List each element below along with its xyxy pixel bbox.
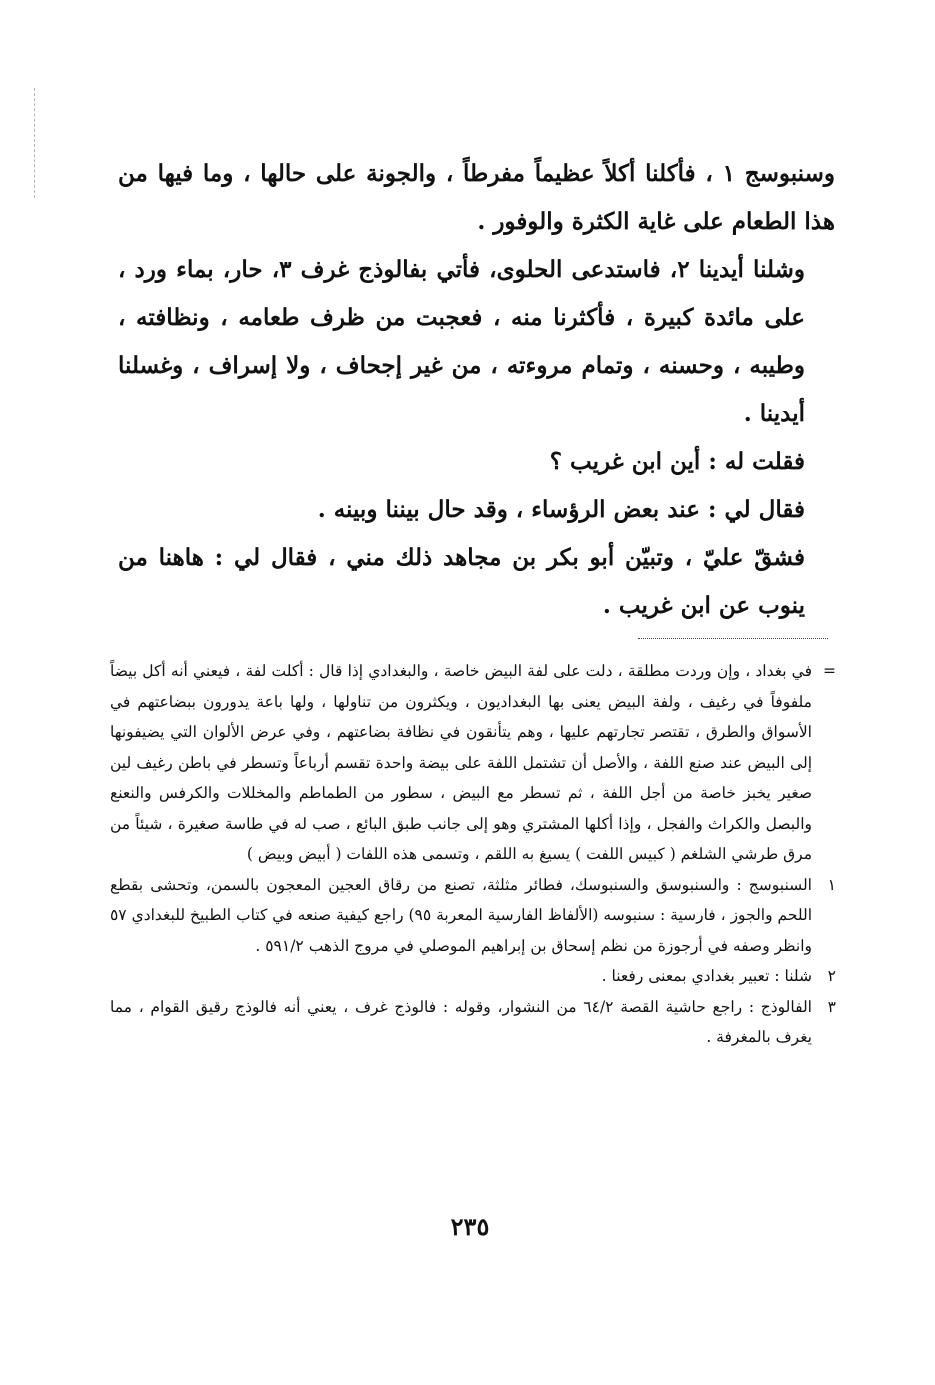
scan-gutter-mark	[34, 88, 35, 198]
footnote-2	[110, 961, 836, 992]
footnote-marker: =	[823, 662, 836, 680]
footnote-marker: ٢	[827, 967, 836, 985]
footnote-1	[109, 870, 836, 962]
paragraph: وسنبوسج ١ ، فأكلنا أكلاً عظيماً مفرطاً ، والجونة على حالها ، وما فيها من هذا الطعام على غاية الكثرة والوفور .	[118, 160, 835, 235]
paragraph: فشقّ عليّ ، وتبيّن أبو بكر بن مجاهد ذلك مني ، فقال لي : هاهنا من ينوب عن ابن غريب .	[118, 544, 805, 619]
main-text-block	[118, 150, 835, 630]
paragraph: وشلنا أيدينا ٢، فاستدعى الحلوى، فأتي بفالوذج غرف ٣، حار، بماء ورد ، على مائدة كبيرة ، فأكثرنا منه ، فعجبت من ظرف طعامه ، ونظافته ، وطيبه ، وحسنه ، وتمام مروءته ، من غير إجحاف ، ولا إسراف ، وغسلنا أيدينا .	[118, 256, 806, 427]
footnote-marker: ٣	[827, 997, 836, 1016]
footnote-text: في بغداد ، وإن وردت مطلقة ، دلت على لفة البيض خاصة ، والبغدادي إذا قال : أكلت لفة ، فيعني أنه أكل بيضاً ملفوفاً في رغيف ، ولفة البيض يعنى بها البغداديون ، ويكثرون من تناولها ، ولها باعة يدورون ببضاعتهم في الأسواق والطرق ، تقتصر تجارتهم عليها ، وهم يتأنقون في نظافة بضاعتهم ، وفي عرض الألوان التي يضيفونها إلى البيض عند صنع اللفة ، والأصل أن تشتمل اللفة على بيضة واحدة تقسم أرباعاً وتسطر في باطن رغيف لين صغير يخبز خاصة من أجل اللفة ، ثم تسطر مع البيض ، سطور من الطماطم والمخللات والكرفس والنعنع والبصل والكراث والفجل ، وإذا أكلها المشتري وهو إلى جانب طبق البائع ، صب له في طاسة صغيرة ، شيئاً من مرق طرشي الشلغم ( كبيس اللفت ) يسيغ به اللقم ، وتسمى هذه اللفات ( أبيض وبيض )	[110, 662, 812, 863]
paragraph: فقال لي : عند بعض الرؤساء ، وقد حال بيننا وبينه .	[317, 496, 805, 523]
footnote-text: شلنا : تعبير بغدادي بمعنى رفعنا .	[601, 967, 812, 985]
footnote-text: السنبوسج : والسنبوسق والسنبوسك، فطائر مثلثة، تصنع من رقاق العجين المعجون بالسمن، وتحشى بقطع اللحم والجوز ، فارسية : سنبوسه (الألفاظ الفارسية المعربة ٩٥) راجع كيفية صنعه في كتاب الطبيخ للبغدادي ٥٧ وانظر وصفه في أرجوزة من نظم إسحاق بن إبراهيم الموصلي في مروج الذهب ٥٩١/٢ .	[109, 875, 812, 955]
footnote-continued	[110, 656, 836, 870]
page-number: ٢٣٥	[450, 1212, 490, 1241]
footnote-text: الفالوذج : راجع حاشية القصة ٦٤/٢ من النشوار، وقوله : فالوذج غرف ، يعني أنه فالوذج رقيق القوام ، مما يغرف بالمغرفة .	[110, 997, 812, 1046]
footnotes-block	[109, 656, 836, 1053]
paragraph: فقلت له : أين ابن غريب ؟	[549, 448, 805, 475]
footnote-3	[110, 992, 836, 1053]
footnote-marker: ١	[827, 875, 836, 894]
footnote-separator	[638, 638, 828, 639]
